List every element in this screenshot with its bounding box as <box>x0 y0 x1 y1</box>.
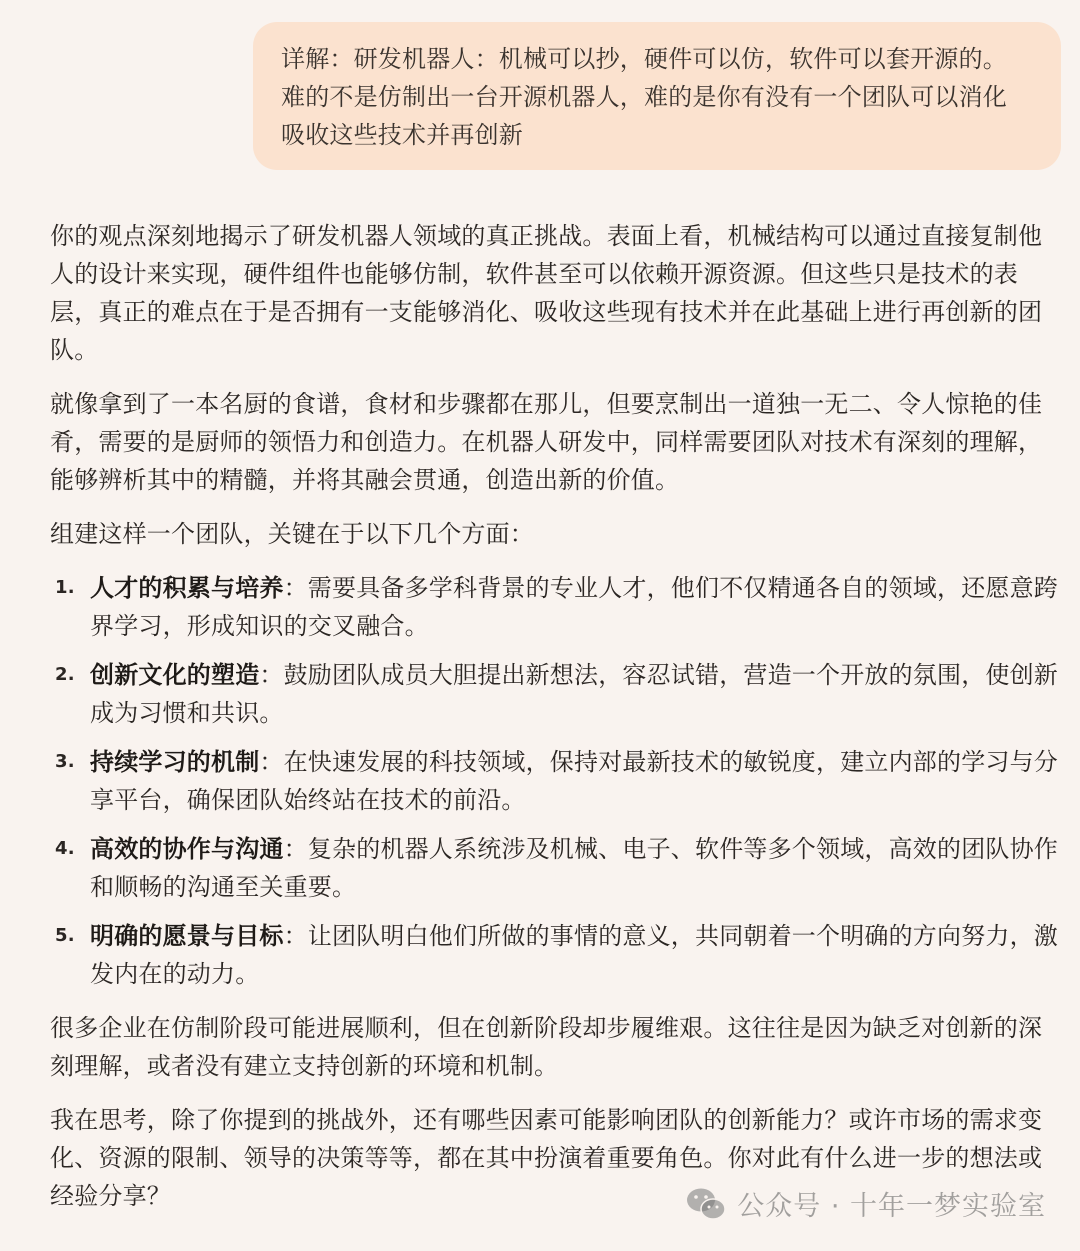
list-term: 明确的愿景与目标 <box>90 922 284 950</box>
user-message-bubble <box>253 22 1061 170</box>
list-text: ：复杂的机器人系统涉及机械、电子、软件等多个领域，高效的团队协作和顺畅的沟通至关重要。 <box>90 835 1059 901</box>
watermark-text: 公众号 · 十年一梦实验室 <box>737 1191 1046 1222</box>
assistant-paragraph: 很多企业在仿制阶段可能进展顺利，但在创新阶段却步履维艰。这往往是因为缺乏对创新的深刻理解，或者没有建立支持创新的环境和机制。 <box>50 1014 1043 1080</box>
list-number: 5. <box>55 925 75 946</box>
user-message-line: 难的不是仿制出一台开源机器人，难的是你有没有一个团队可以消化 <box>281 83 1007 111</box>
list-term: 创新文化的塑造 <box>90 661 260 689</box>
assistant-message <box>50 217 1060 1231</box>
list-item <box>50 917 1060 993</box>
list-item <box>50 569 1060 645</box>
assistant-paragraph: 我在思考，除了你提到的挑战外，还有哪些因素可能影响团队的创新能力？或许市场的需求变化、资源的限制、领导的决策等等，都在其中扮演着重要角色。你对此有什么进一步的想法或经验分享？ <box>50 1106 1043 1210</box>
wechat-icon <box>685 1186 727 1222</box>
assistant-paragraph: 你的观点深刻地揭示了研发机器人领域的真正挑战。表面上看，机械结构可以通过直接复制他人的设计来实现，硬件组件也能够仿制，软件甚至可以依赖开源资源。但这些只是技术的表层，真正的难点在于是否拥有一支能够消化、吸收这些现有技术并在此基础上进行再创新的团队。 <box>50 222 1043 364</box>
key-points-list <box>50 569 1060 993</box>
list-number: 1. <box>55 577 75 598</box>
list-term: 人才的积累与培养 <box>90 574 284 602</box>
list-text: ：在快速发展的科技领域，保持对最新技术的敏锐度，建立内部的学习与分享平台，确保团队始终站在技术的前沿。 <box>90 748 1059 814</box>
list-number: 2. <box>55 664 75 685</box>
list-item <box>50 743 1060 819</box>
list-term: 高效的协作与沟通 <box>90 835 284 863</box>
user-message-line: 详解：研发机器人：机械可以抄，硬件可以仿，软件可以套开源的。 <box>281 45 1007 73</box>
list-item <box>50 656 1060 732</box>
list-text: ：需要具备多学科背景的专业人才，他们不仅精通各自的领域，还愿意跨界学习，形成知识的交叉融合。 <box>90 574 1059 640</box>
list-text: ：让团队明白他们所做的事情的意义，共同朝着一个明确的方向努力，激发内在的动力。 <box>90 922 1059 988</box>
list-number: 4. <box>55 838 75 859</box>
assistant-paragraph: 就像拿到了一本名厨的食谱，食材和步骤都在那儿，但要烹制出一道独一无二、令人惊艳的佳肴，需要的是厨师的领悟力和创造力。在机器人研发中，同样需要团队对技术有深刻的理解，能够辨析其中的精髓，并将其融会贯通，创造出新的价值。 <box>50 390 1043 494</box>
assistant-paragraph: 组建这样一个团队，关键在于以下几个方面： <box>50 520 534 548</box>
list-term: 持续学习的机制 <box>90 748 260 776</box>
list-text: ：鼓励团队成员大胆提出新想法，容忍试错，营造一个开放的氛围，使创新成为习惯和共识。 <box>90 661 1059 727</box>
list-item <box>50 830 1060 906</box>
watermark <box>685 1184 1046 1223</box>
user-message-line: 吸收这些技术并再创新 <box>281 121 523 149</box>
list-number: 3. <box>55 751 75 772</box>
